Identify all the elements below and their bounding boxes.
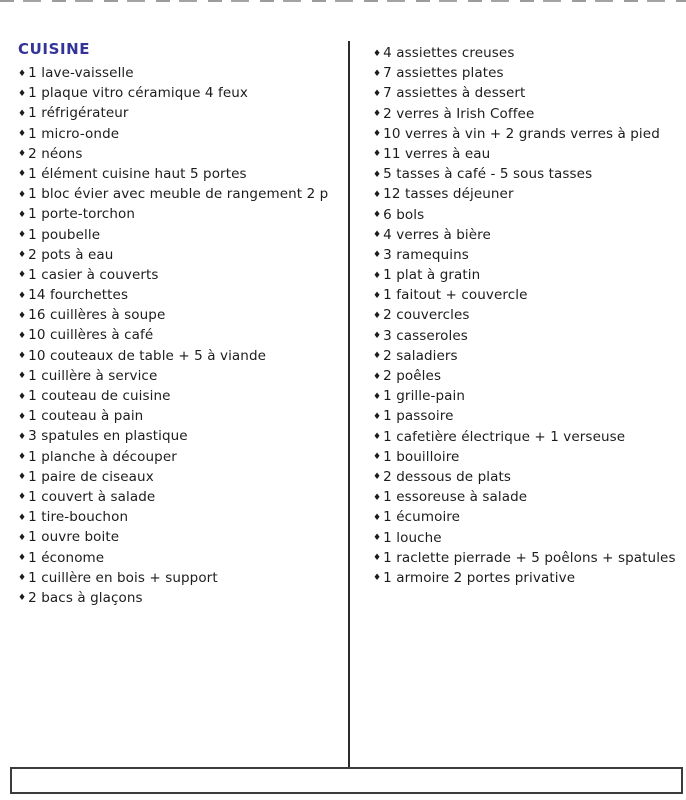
- diamond-bullet-icon: ♦: [373, 129, 382, 140]
- list-item: [18, 103, 346, 123]
- diamond-bullet-icon: ♦: [18, 149, 27, 160]
- diamond-bullet-icon: ♦: [373, 553, 382, 564]
- diamond-bullet-icon: ♦: [373, 351, 382, 362]
- diamond-bullet-icon: ♦: [373, 452, 382, 463]
- diamond-bullet-icon: ♦: [373, 512, 382, 523]
- list-item: [18, 588, 346, 608]
- list-item: [373, 83, 678, 103]
- diamond-bullet-icon: ♦: [373, 210, 382, 220]
- diamond-bullet-icon: ♦: [18, 532, 27, 543]
- diamond-bullet-icon: ♦: [18, 88, 27, 99]
- diamond-bullet-icon: ♦: [18, 431, 27, 442]
- list-item: [18, 164, 346, 184]
- item-text: 1 réfrigérateur: [28, 105, 129, 122]
- diamond-bullet-icon: ♦: [18, 452, 27, 463]
- diamond-bullet-icon: ♦: [373, 250, 382, 261]
- item-text: 1 grille-pain: [383, 388, 466, 405]
- item-text: 2 bacs à glaçons: [28, 589, 143, 606]
- footer-box: [10, 767, 683, 794]
- list-item: [373, 528, 678, 548]
- list-item: [18, 447, 346, 467]
- item-text: 10 cuillères à café: [28, 327, 154, 344]
- diamond-bullet-icon: ♦: [18, 250, 27, 261]
- item-text: 1 raclette pierrade + 5 poêlons + spatules: [383, 549, 676, 566]
- diamond-bullet-icon: ♦: [373, 68, 382, 79]
- list-item: [373, 164, 678, 184]
- diamond-bullet-icon: ♦: [373, 371, 382, 382]
- item-text: 1 cafetière électrique + 1 verseuse: [383, 428, 626, 445]
- list-item: [373, 507, 678, 527]
- column-divider: [348, 41, 350, 767]
- list-item: [373, 487, 678, 507]
- list-item: [18, 366, 346, 386]
- list-item: [18, 548, 346, 568]
- list-item: [373, 346, 678, 366]
- item-text: 1 plaque vitro céramique 4 feux: [28, 85, 248, 102]
- right-item-list: [373, 43, 678, 588]
- item-text: 1 bouilloire: [383, 448, 460, 465]
- item-text: 16 cuillères à soupe: [28, 307, 166, 324]
- item-text: 3 spatules en plastique: [28, 428, 188, 445]
- diamond-bullet-icon: ♦: [18, 411, 27, 422]
- item-text: 1 couteau de cuisine: [28, 388, 171, 404]
- list-item: [373, 63, 678, 83]
- diamond-bullet-icon: ♦: [373, 169, 382, 180]
- diamond-bullet-icon: ♦: [18, 310, 27, 321]
- diamond-bullet-icon: ♦: [373, 149, 382, 160]
- item-text: 1 cuillère en bois + support: [28, 569, 218, 586]
- diamond-bullet-icon: ♦: [18, 68, 27, 79]
- diamond-bullet-icon: ♦: [18, 492, 27, 503]
- item-text: 1 casier à couverts: [28, 266, 159, 283]
- diamond-bullet-icon: ♦: [18, 553, 27, 563]
- page-title: CUISINE: [18, 40, 91, 58]
- list-item: [18, 245, 346, 265]
- item-text: 1 faitout + couvercle: [383, 287, 528, 304]
- diamond-bullet-icon: ♦: [373, 411, 382, 422]
- item-text: 1 essoreuse à salade: [383, 489, 528, 506]
- list-item: [18, 63, 346, 83]
- item-text: 1 plat à gratin: [383, 267, 481, 284]
- item-text: 2 pots à eau: [28, 246, 114, 263]
- list-item: [373, 285, 678, 305]
- diamond-bullet-icon: ♦: [18, 351, 27, 362]
- list-item: [373, 104, 678, 124]
- item-text: 5 tasses à café - 5 sous tasses: [383, 166, 593, 183]
- item-text: 1 poubelle: [28, 226, 101, 243]
- list-item: [373, 225, 678, 245]
- item-text: 1 tire-bouchon: [28, 509, 129, 526]
- item-text: 6 bols: [383, 206, 425, 223]
- diamond-bullet-icon: ♦: [373, 230, 382, 241]
- item-text: 10 couteaux de table + 5 à viande: [28, 347, 267, 364]
- list-item: [18, 406, 346, 426]
- list-item: [18, 124, 346, 144]
- diamond-bullet-icon: ♦: [18, 169, 27, 180]
- list-item: [18, 386, 346, 406]
- list-item: [373, 447, 678, 467]
- list-item: [18, 184, 346, 204]
- diamond-bullet-icon: ♦: [18, 209, 27, 220]
- diamond-bullet-icon: ♦: [18, 230, 27, 240]
- diamond-bullet-icon: ♦: [373, 88, 382, 99]
- list-item: [373, 467, 678, 487]
- list-item: [373, 406, 678, 426]
- item-text: 1 économe: [28, 549, 105, 566]
- diamond-bullet-icon: ♦: [373, 189, 382, 200]
- diamond-bullet-icon: ♦: [373, 573, 382, 584]
- item-text: 10 verres à vin + 2 grands verres à pied: [383, 125, 660, 142]
- list-item: [18, 527, 346, 547]
- diamond-bullet-icon: ♦: [18, 270, 27, 281]
- scan-artifact-line: [0, 0, 686, 2]
- list-item: [373, 245, 678, 265]
- diamond-bullet-icon: ♦: [373, 492, 382, 503]
- item-text: 7 assiettes plates: [383, 65, 504, 82]
- list-item: [18, 225, 346, 245]
- list-item: [18, 467, 346, 487]
- diamond-bullet-icon: ♦: [18, 330, 27, 341]
- item-text: 7 assiettes à dessert: [383, 85, 526, 102]
- diamond-bullet-icon: ♦: [373, 109, 382, 120]
- item-text: 4 assiettes creuses: [383, 45, 515, 61]
- item-text: 1 armoire 2 portes privative: [383, 569, 576, 586]
- item-text: 1 louche: [383, 529, 442, 546]
- list-item: [18, 487, 346, 507]
- item-text: 1 ouvre boite: [28, 529, 120, 546]
- diamond-bullet-icon: ♦: [18, 108, 27, 119]
- item-text: 2 couvercles: [383, 307, 470, 324]
- list-item: [18, 507, 346, 527]
- diamond-bullet-icon: ♦: [18, 391, 27, 402]
- item-text: 1 élément cuisine haut 5 portes: [28, 165, 247, 182]
- diamond-bullet-icon: ♦: [373, 391, 382, 402]
- item-text: 3 ramequins: [383, 246, 469, 263]
- list-item: [18, 285, 346, 305]
- list-item: [373, 305, 678, 325]
- list-item: [18, 204, 346, 224]
- item-text: 1 couteau à pain: [28, 408, 144, 425]
- list-item: [373, 43, 678, 63]
- item-text: 1 micro-onde: [28, 125, 120, 142]
- list-item: [18, 325, 346, 345]
- item-text: 1 paire de ciseaux: [28, 468, 154, 485]
- item-text: 1 écumoire: [383, 509, 461, 526]
- left-item-list: [18, 63, 346, 608]
- right-column: [373, 43, 678, 588]
- item-text: 12 tasses déjeuner: [383, 186, 514, 203]
- item-text: 1 passoire: [383, 408, 454, 425]
- item-text: 2 néons: [28, 145, 83, 162]
- diamond-bullet-icon: ♦: [373, 331, 382, 342]
- item-text: 2 saladiers: [383, 347, 458, 364]
- item-text: 11 verres à eau: [383, 145, 491, 162]
- item-text: 2 verres à Irish Coffee: [383, 105, 535, 122]
- list-item: [373, 144, 678, 164]
- diamond-bullet-icon: ♦: [373, 48, 382, 59]
- diamond-bullet-icon: ♦: [18, 573, 27, 584]
- list-item: [18, 426, 346, 446]
- diamond-bullet-icon: ♦: [373, 310, 382, 321]
- diamond-bullet-icon: ♦: [18, 371, 27, 382]
- list-item: [373, 326, 678, 346]
- item-text: 1 bloc évier avec meuble de rangement 2 p: [28, 186, 329, 203]
- diamond-bullet-icon: ♦: [18, 290, 27, 301]
- diamond-bullet-icon: ♦: [18, 512, 27, 523]
- list-item: [373, 366, 678, 386]
- list-item: [373, 124, 678, 144]
- list-item: [18, 265, 346, 285]
- item-text: 1 cuillère à service: [28, 367, 158, 384]
- list-item: [18, 346, 346, 366]
- item-text: 1 planche à découper: [28, 448, 177, 465]
- list-item: [18, 83, 346, 103]
- diamond-bullet-icon: ♦: [18, 472, 27, 483]
- item-text: 4 verres à bière: [383, 226, 491, 243]
- list-item: [373, 548, 678, 568]
- list-item: [18, 568, 346, 588]
- list-item: [373, 184, 678, 204]
- item-text: 1 couvert à salade: [28, 488, 156, 505]
- diamond-bullet-icon: ♦: [373, 290, 382, 301]
- diamond-bullet-icon: ♦: [373, 533, 382, 543]
- list-item: [373, 568, 678, 588]
- diamond-bullet-icon: ♦: [373, 432, 382, 443]
- item-text: 1 lave-vaisselle: [28, 65, 134, 81]
- list-item: [18, 144, 346, 164]
- diamond-bullet-icon: ♦: [373, 270, 382, 281]
- item-text: 2 poêles: [383, 368, 442, 384]
- item-text: 3 casseroles: [383, 327, 468, 344]
- item-text: 14 fourchettes: [28, 287, 129, 304]
- item-text: 1 porte-torchon: [28, 206, 136, 223]
- left-column: [18, 40, 346, 608]
- item-text: 2 dessous de plats: [383, 468, 512, 485]
- diamond-bullet-icon: ♦: [18, 593, 27, 604]
- list-item: [373, 386, 678, 406]
- diamond-bullet-icon: ♦: [373, 472, 382, 483]
- list-item: [373, 205, 678, 225]
- list-item: [373, 265, 678, 285]
- list-item: [18, 305, 346, 325]
- diamond-bullet-icon: ♦: [18, 129, 27, 140]
- list-item: [373, 427, 678, 447]
- diamond-bullet-icon: ♦: [18, 189, 27, 200]
